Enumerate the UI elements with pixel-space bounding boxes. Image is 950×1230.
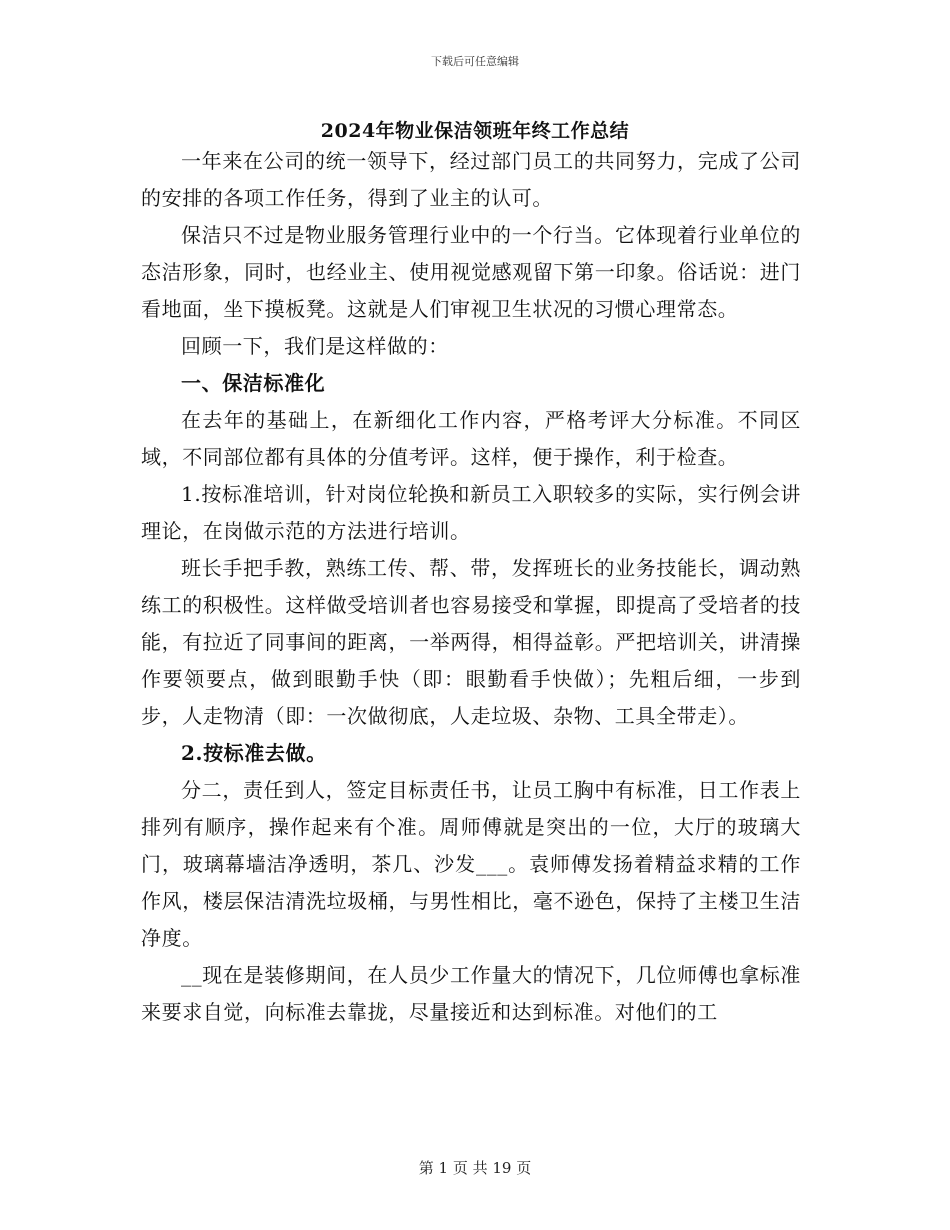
document-title: 2024年物业保洁领班年终工作总结 [320,120,630,142]
document-body [141,143,801,1031]
page-header: 下载后可任意编辑 [431,55,519,68]
paragraph-mentoring: 班长手把手教，熟练工传、帮、带，发挥班长的业务技能长，调动熟练工的积极性。这样做受培训者也容易接受和掌握，即提高了受培者的技能，有拉近了同事间的距离，一举两得，相得益彰。严把培训关，讲清操作要领要点，做到眼勤手快（即：眼勤看手快做）；先粗后细，一步到步，人走物清（即：一次做彻底，人走垃圾、杂物、工具全带走）。 [141,556,801,728]
paragraph-cleaning-role: 保洁只不过是物业服务管理行业中的一个行当。它体现着行业单位的态洁形象，同时，也经业主、使用视觉感观留下第一印象。俗话说：进门看地面，坐下摸板凳。这就是人们审视卫生状况的习惯心理常态。 [141,223,801,321]
paragraph-responsibility: 分二，责任到人，签定目标责任书，让员工胸中有标准，日工作表上排列有顺序，操作起来有个准。周师傅就是突出的一位，大厅的玻璃大门，玻璃幕墙洁净透明，茶几、沙发___。袁师傅发扬着精益求精的工作作风，楼层保洁清洗垃圾桶，与男性相比，毫不逊色，保持了主楼卫生洁净度。 [141,778,801,950]
paragraph-standards: 在去年的基础上，在新细化工作内容，严格考评大分标准。不同区域，不同部位都有具体的分值考评。这样，便于操作，利于检查。 [141,408,801,469]
paragraph-intro: 一年来在公司的统一领导下，经过部门员工的共同努力，完成了公司的安排的各项工作任务，得到了业主的认可。 [141,149,801,210]
paragraph-review: 回顾一下，我们是这样做的： [181,334,449,358]
paragraph-renovation: __现在是装修期间，在人员少工作量大的情况下，几位师傅也拿标准来要求自觉，向标准去靠拢，尽量接近和达到标准。对他们的工 [141,963,801,1024]
section-heading-1: 一、保洁标准化 [181,371,326,395]
page-footer: 第 1 页 共 19 页 [418,1159,532,1177]
subsection-heading-2: 2.按标准去做。 [181,741,327,765]
paragraph-training: 1.按标准培训，针对岗位轮换和新员工入职较多的实际，实行例会讲理论，在岗做示范的方法进行培训。 [141,482,801,543]
